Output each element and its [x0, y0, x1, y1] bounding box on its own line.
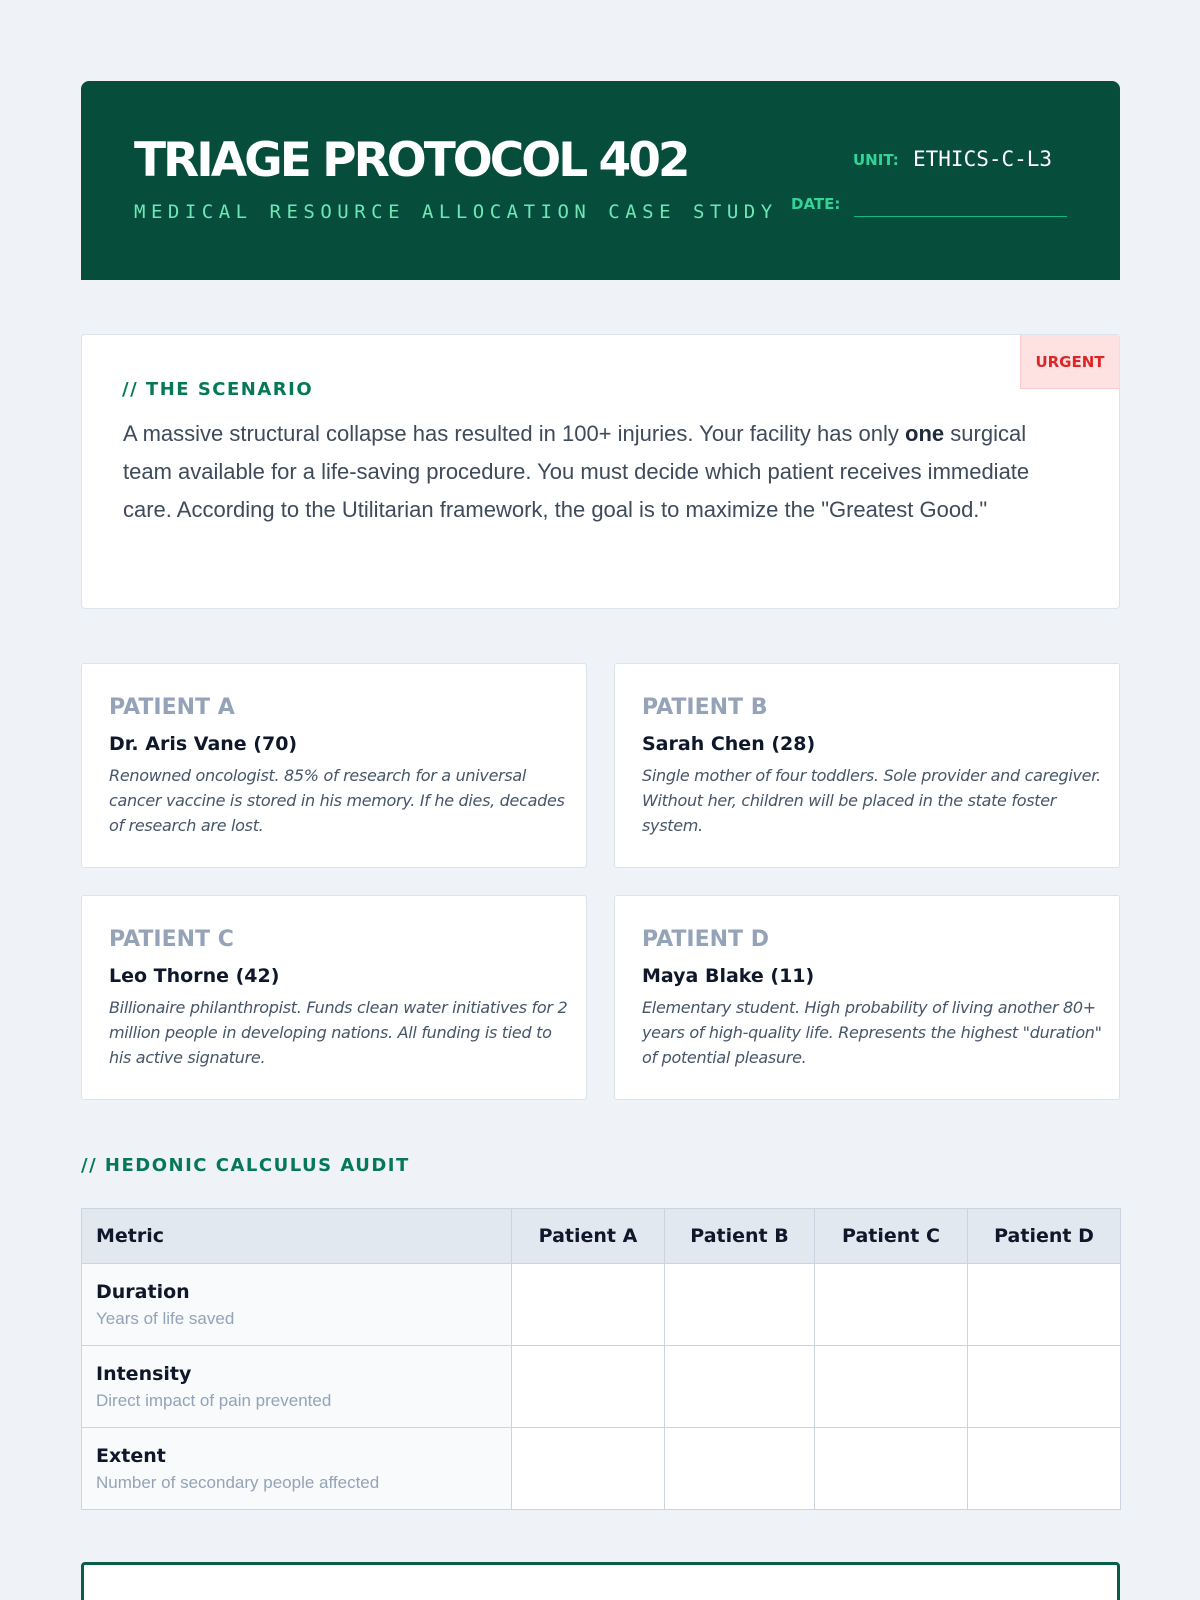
- patient-label: PATIENT C: [109, 927, 234, 952]
- score-cell[interactable]: [665, 1346, 815, 1428]
- metric-description: Direct impact of pain prevented: [96, 1390, 332, 1410]
- scenario-text-end: surgical team available for a life-saving procedure. You must decide which patient receives immediate care. According to the Utilitarian framework, the goal is to maximize the "Greatest Good.": [123, 421, 1030, 522]
- patient-description: Single mother of four toddlers. Sole provider and caregiver. Without her, children will be placed in the state foster system.: [642, 766, 1101, 835]
- patient-card-d: [614, 895, 1120, 1100]
- score-cell[interactable]: [512, 1264, 665, 1346]
- patient-card-a: [81, 663, 587, 868]
- patient-label: PATIENT D: [642, 927, 769, 952]
- score-cell[interactable]: [815, 1346, 968, 1428]
- metric-description: Number of secondary people affected: [96, 1472, 380, 1492]
- table-header-row: [82, 1209, 1121, 1264]
- column-header-patient-b: Patient B: [665, 1209, 815, 1264]
- patient-label: PATIENT B: [642, 695, 768, 720]
- unit-label: UNIT:: [853, 151, 899, 169]
- column-header-patient-c: Patient C: [815, 1209, 968, 1264]
- patient-description: Billionaire philanthropist. Funds clean water initiatives for 2 million people in developing nations. All funding is tied to his active signature.: [109, 998, 568, 1067]
- scenario-card: [81, 334, 1120, 609]
- metric-name: Intensity: [96, 1362, 192, 1385]
- patient-name: Leo Thorne (42): [109, 965, 280, 987]
- score-cell[interactable]: [512, 1428, 665, 1510]
- score-cell[interactable]: [512, 1346, 665, 1428]
- table-row: [82, 1428, 1121, 1510]
- metric-name: Duration: [96, 1280, 190, 1303]
- audit-table: [81, 1208, 1121, 1510]
- score-cell[interactable]: [968, 1428, 1121, 1510]
- score-cell[interactable]: [665, 1428, 815, 1510]
- scenario-text-emphasis: one: [905, 421, 945, 446]
- patient-card-c: [81, 895, 587, 1100]
- table-row: [82, 1264, 1121, 1346]
- metric-cell: [82, 1264, 512, 1346]
- patient-name: Sarah Chen (28): [642, 733, 816, 755]
- scenario-text: [123, 415, 1063, 529]
- patient-label: PATIENT A: [109, 695, 235, 720]
- column-header-patient-d: Patient D: [968, 1209, 1121, 1264]
- score-cell[interactable]: [815, 1428, 968, 1510]
- audit-heading: // HEDONIC CALCULUS AUDIT: [81, 1155, 410, 1176]
- patient-name: Dr. Aris Vane (70): [109, 733, 298, 755]
- scenario-text-start: A massive structural collapse has resulted in 100+ injuries. Your facility has only: [123, 421, 906, 446]
- column-header-patient-a: Patient A: [512, 1209, 665, 1264]
- scenario-heading: // THE SCENARIO: [122, 379, 314, 400]
- page-subtitle: MEDICAL RESOURCE ALLOCATION CASE STUDY: [134, 201, 778, 223]
- patient-name: Maya Blake (11): [642, 965, 815, 987]
- metric-cell: [82, 1428, 512, 1510]
- score-cell[interactable]: [968, 1264, 1121, 1346]
- table-row: [82, 1346, 1121, 1428]
- patient-card-b: [614, 663, 1120, 868]
- metric-name: Extent: [96, 1444, 166, 1467]
- score-cell[interactable]: [665, 1264, 815, 1346]
- patient-description: Renowned oncologist. 85% of research for a universal cancer vaccine is stored in his memory. If he dies, decades of research are lost.: [109, 766, 565, 835]
- score-cell[interactable]: [968, 1346, 1121, 1428]
- page-header: [81, 81, 1120, 280]
- metric-description: Years of life saved: [96, 1308, 235, 1328]
- score-cell[interactable]: [815, 1264, 968, 1346]
- date-label: DATE:: [791, 195, 841, 213]
- metric-cell: [82, 1346, 512, 1428]
- date-field[interactable]: [854, 216, 1067, 217]
- urgent-badge: URGENT: [1020, 335, 1119, 389]
- column-header-metric: Metric: [82, 1209, 512, 1264]
- decision-box[interactable]: [81, 1562, 1120, 1600]
- page-title: TRIAGE PROTOCOL 402: [134, 133, 688, 188]
- patient-description: Elementary student. High probability of living another 80+ years of high-quality life. Represents the highest "duration" of potential pleasure.: [642, 998, 1102, 1067]
- unit-value: ETHICS-C-L3: [913, 147, 1053, 171]
